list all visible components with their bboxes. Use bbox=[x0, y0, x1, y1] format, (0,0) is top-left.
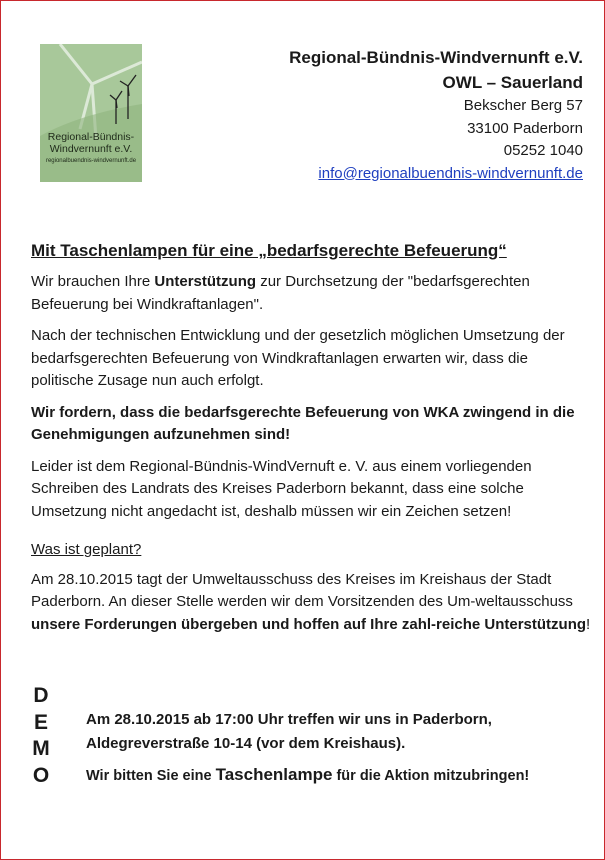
demo-request-pre: Wir bitten Sie eine bbox=[86, 768, 216, 784]
logo-caption bbox=[40, 131, 142, 155]
demo-request-flashlight: Taschenlampe bbox=[215, 765, 333, 784]
paragraph-support-bold: Unterstützung bbox=[154, 273, 257, 290]
paragraph-technical: Nach der technischen Entwicklung und der gesetzlich möglichen Umsetzung der bedarfsgerechten Befeuerung von Windkraftanlagen erwarten wir, dass die politische Zusage nun auch erfolgt. bbox=[31, 327, 565, 389]
demo-vertical-label bbox=[29, 683, 53, 789]
main-content bbox=[31, 239, 591, 645]
paragraph-demand: Wir fordern, dass die bedarfsgerechte Befeuerung von WKA zwingend in die Genehmigungen aufzunehmen sind! bbox=[31, 403, 575, 443]
address-block bbox=[289, 45, 583, 185]
logo-line-1: Regional-Bündnis- bbox=[47, 131, 135, 143]
section-heading-plan: Was ist geplant? bbox=[31, 541, 142, 558]
demo-letter: D bbox=[33, 684, 49, 707]
street: Bekscher Berg 57 bbox=[463, 97, 583, 114]
demo-letter: E bbox=[33, 710, 48, 734]
paragraph-plan-post: ! bbox=[586, 615, 591, 633]
paragraph-support-pre: Wir brauchen Ihre bbox=[31, 273, 155, 290]
paragraph-plan bbox=[31, 569, 591, 637]
paragraph-landrat: Leider ist dem Regional-Bündnis-WindVernuft e. V. aus einem vorliegenden Schreiben des Landrats des Kreises Paderborn bekannt, dass eine solche Umsetzung nicht angedacht ist, deshalb müssen wir ein Zeichen setzen! bbox=[31, 457, 532, 520]
demo-request-post: für die Aktion mitzubringen! bbox=[332, 768, 530, 784]
demo-letter: M bbox=[32, 737, 50, 760]
paragraph-support bbox=[31, 271, 591, 316]
logo-url: regionalbuendnis-windvernunft.de bbox=[45, 158, 137, 164]
email-link[interactable]: info@regionalbuendnis-windvernunft.de bbox=[318, 164, 583, 182]
paragraph-plan-bold: unsere Forderungen übergeben und hoffen auf Ihre zahl-reiche Unterstützung bbox=[31, 615, 587, 633]
logo-line-2: Windvernunft e.V. bbox=[49, 143, 133, 155]
demo-meeting-info bbox=[86, 708, 586, 756]
page-title: Mit Taschenlampen für eine „bedarfsgerechte Befeuerung“ bbox=[31, 241, 507, 260]
demo-letter: O bbox=[32, 763, 50, 787]
paragraph-plan-pre: Am 28.10.2015 tagt der Umweltausschuss des Kreises im Kreishaus der Stadt Paderborn. An dieser Stelle werden wir dem Vorsitzenden des Um-weltausschuss bbox=[31, 570, 573, 610]
org-region: OWL – Sauerland bbox=[442, 73, 583, 92]
demo-address-line: Aldegreverstraße 10-14 (vor dem Kreishaus). bbox=[86, 735, 406, 752]
org-name: Regional-Bündnis-Windvernunft e.V. bbox=[289, 48, 583, 67]
demo-date-line: Am 28.10.2015 ab 17:00 Uhr treffen wir uns in Paderborn, bbox=[86, 711, 492, 728]
paragraph-support-post: zur Durchsetzung der "bedarfsgerechten Befeuerung bei Windkraftanlagen". bbox=[31, 273, 530, 313]
organization-logo bbox=[40, 44, 142, 182]
demo-request bbox=[86, 764, 596, 787]
phone: 05252 1040 bbox=[503, 142, 583, 159]
city: 33100 Paderborn bbox=[467, 119, 583, 137]
